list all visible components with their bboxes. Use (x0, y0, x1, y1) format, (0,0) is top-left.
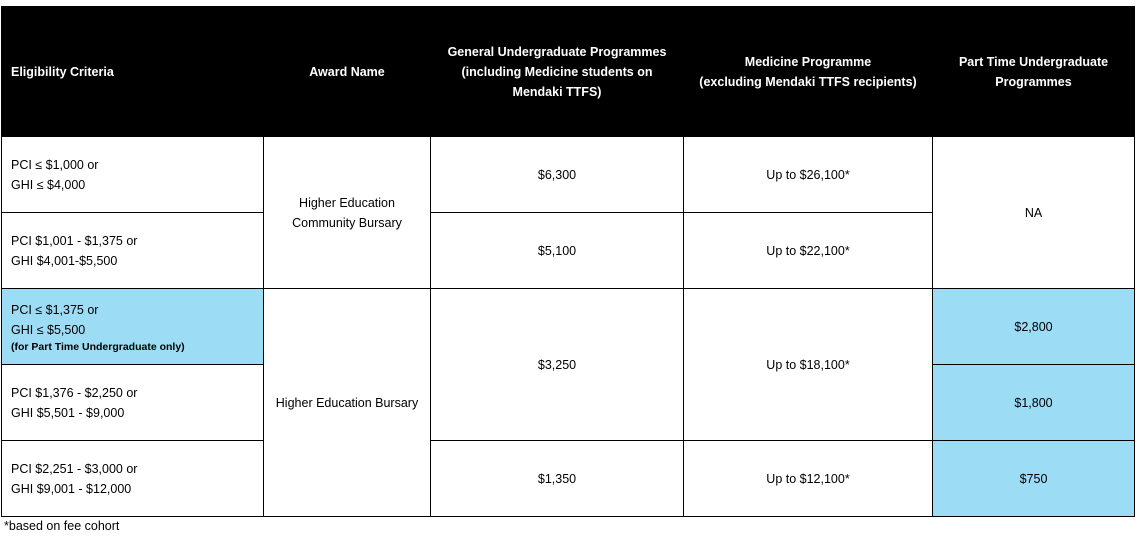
criteria-cell (2, 213, 264, 289)
parttime-na-cell: NA (933, 137, 1135, 289)
header-general-line: General Undergraduate Programmes (447, 44, 667, 59)
header-general-undergraduate (431, 7, 684, 137)
criteria-cell (2, 365, 264, 441)
general-amount-cell: $3,250 (431, 289, 684, 441)
parttime-amount-cell: $1,800 (933, 365, 1135, 441)
header-eligibility-criteria: Eligibility Criteria (2, 7, 264, 137)
criteria-line: PCI $1,376 - $2,250 or (11, 385, 138, 400)
bursary-table (1, 6, 1135, 517)
header-general-line: Mendaki TTFS) (512, 84, 602, 99)
award-line: Community Bursary (292, 215, 402, 230)
header-parttime-line: Part Time Undergraduate (958, 54, 1109, 69)
criteria-cell (2, 441, 264, 517)
criteria-line: GHI ≤ $4,000 (11, 177, 86, 192)
criteria-cell (2, 137, 264, 213)
header-row (2, 7, 1135, 137)
criteria-line: PCI ≤ $1,000 or (11, 157, 99, 172)
criteria-cell-highlighted (2, 289, 264, 365)
medicine-amount-cell: Up to $22,100* (684, 213, 933, 289)
general-amount-cell: $6,300 (431, 137, 684, 213)
criteria-line: PCI ≤ $1,375 or (11, 302, 99, 317)
table-row (2, 289, 1135, 365)
header-general-line: (including Medicine students on (461, 64, 653, 79)
criteria-line: GHI ≤ $5,500 (11, 322, 86, 337)
table-row (2, 441, 1135, 517)
criteria-line: GHI $9,001 - $12,000 (11, 481, 132, 496)
parttime-amount-cell: $750 (933, 441, 1135, 517)
parttime-amount-cell: $2,800 (933, 289, 1135, 365)
general-amount-cell: $1,350 (431, 441, 684, 517)
criteria-line: GHI $4,001-$5,500 (11, 253, 118, 268)
award-higher-education-bursary: Higher Education Bursary (264, 289, 431, 517)
award-line: Higher Education (299, 195, 395, 210)
table-row (2, 137, 1135, 213)
criteria-line: PCI $2,251 - $3,000 or (11, 461, 138, 476)
criteria-line: GHI $5,501 - $9,000 (11, 405, 125, 420)
header-part-time-undergraduate (933, 7, 1135, 137)
award-higher-education-community-bursary (264, 137, 431, 289)
header-parttime-line: Programmes (995, 74, 1072, 89)
medicine-amount-cell: Up to $26,100* (684, 137, 933, 213)
criteria-line: PCI $1,001 - $1,375 or (11, 233, 138, 248)
header-medicine-programme (684, 7, 933, 137)
medicine-amount-cell: Up to $18,100* (684, 289, 933, 441)
header-award-name: Award Name (264, 7, 431, 137)
medicine-amount-cell: Up to $12,100* (684, 441, 933, 517)
general-amount-cell: $5,100 (431, 213, 684, 289)
header-medicine-line: (excluding Mendaki TTFS recipients) (699, 74, 917, 89)
header-medicine-line: Medicine Programme (744, 54, 872, 69)
footnote: *based on fee cohort (4, 519, 120, 533)
criteria-note: (for Part Time Undergraduate only) (11, 340, 185, 353)
